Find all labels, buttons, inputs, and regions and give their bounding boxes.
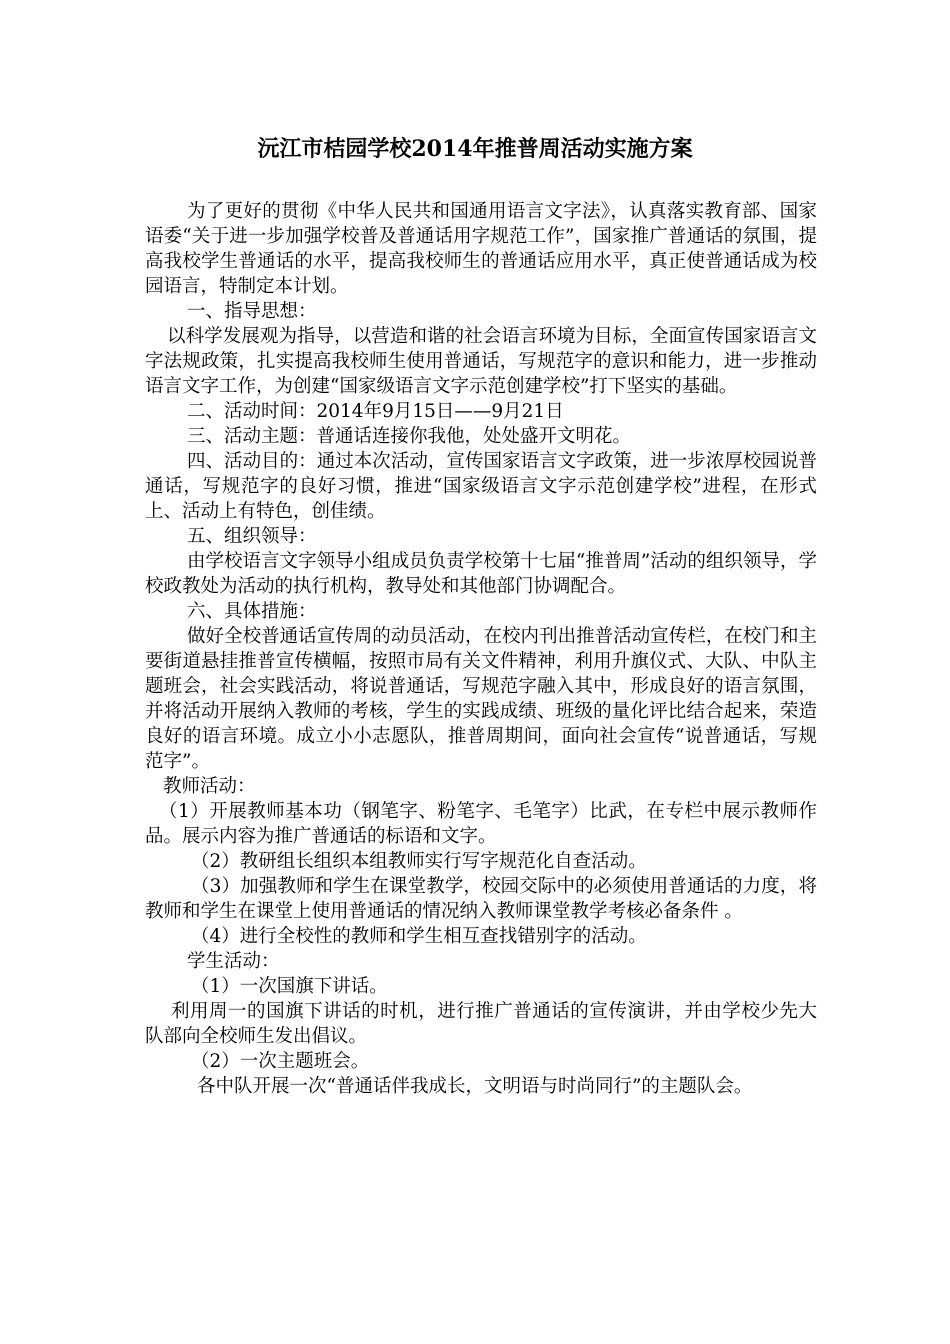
- teacher-activity-2: （2）教研组长组织本组教师实行写字规范化自查活动。: [191, 851, 647, 872]
- teacher-activities-heading: 教师活动：: [163, 776, 256, 797]
- student-activity-1-body: 利用周一的国旗下讲话的时机，进行推广普通话的宣传演讲，并由学校少先大队部向全校师生发出倡议。: [145, 1001, 817, 1047]
- guiding-paragraph: 以科学发展观为指导，以营造和谐的社会语言环境为目标，全面宣传国家语言文字法规政策，扎实提高我校师生使用普通话，写规范字的意识和能力，进一步推动语言文字工作，为创建“国家级语言文字示范创建学校”打下坚实的基础。: [145, 326, 817, 397]
- document-title: 沅江市桔园学校2014年推普周活动实施方案: [257, 136, 693, 162]
- section-activity-time: 二、活动时间：2014年9月15日——9月21日: [187, 401, 564, 422]
- leadership-paragraph: 由学校语言文字领导小组成员负责学校第十七届“推普周”活动的组织领导，学校政教处为活动的执行机构，教导处和其他部门协调配合。: [145, 551, 817, 597]
- student-activity-2-title: （2）一次主题班会。: [191, 1051, 370, 1072]
- section-heading-guiding: 一、指导思想：: [187, 301, 317, 322]
- section-activity-theme: 三、活动主题：普通话连接你我他，处处盛开文明花。: [187, 426, 632, 447]
- intro-paragraph: 为了更好的贯彻《中华人民共和国通用语言文字法》，认真落实教育部、国家语委“关于进一步加强学校普及普通话用字规范工作”，国家推广普通话的氛围，提高我校学生普通话的水平，提高我校师生的普通话应用水平，真正使普通话成为校园语言，特制定本计划。: [145, 201, 817, 297]
- teacher-activity-3: （3）加强教师和学生在课堂教学，校园交际中的必须使用普通话的力度，将教师和学生在课堂上使用普通话的情况纳入教师课堂教学考核必备条件 。: [145, 876, 817, 922]
- measures-paragraph: 做好全校普通话宣传周的动员活动，在校内刊出推普活动宣传栏，在校门和主要街道悬挂推普宣传横幅，按照市局有关文件精神，利用升旗仪式、大队、中队主题班会，社会实践活动，将说普通话，写规范字融入其中，形成良好的语言氛围，并将活动开展纳入教师的考核，学生的实践成绩、班级的量化评比结合起来，荣造良好的语言环境。成立小小志愿队，推普周期间，面向社会宣传“说普通话，写规范字”。: [145, 626, 817, 772]
- document-body: [145, 199, 817, 1099]
- section-heading-measures: 六、具体措施：: [187, 601, 317, 622]
- student-activities-heading: 学生活动：: [187, 951, 280, 972]
- student-activity-2-body: 各中队开展一次“普通话伴我成长，文明语与时尚同行”的主题队会。: [197, 1076, 753, 1097]
- section-heading-leadership: 五、组织领导：: [187, 526, 317, 547]
- section-activity-purpose: 四、活动目的：通过本次活动，宣传国家语言文字政策，进一步浓厚校园说普通话，写规范字的良好习惯，推进“国家级语言文字示范创建学校”进程，在形式上、活动上有特色，创佳绩。: [145, 451, 817, 522]
- student-activity-1-title: （1）一次国旗下讲话。: [191, 976, 388, 997]
- teacher-activity-1: （1）开展教师基本功（钢笔字、粉笔字、毛笔字）比武，在专栏中展示教师作品。展示内容为推广普通话的标语和文字。: [145, 801, 817, 847]
- teacher-activity-4: （4）进行全校性的教师和学生相互查找错别字的活动。: [191, 926, 647, 947]
